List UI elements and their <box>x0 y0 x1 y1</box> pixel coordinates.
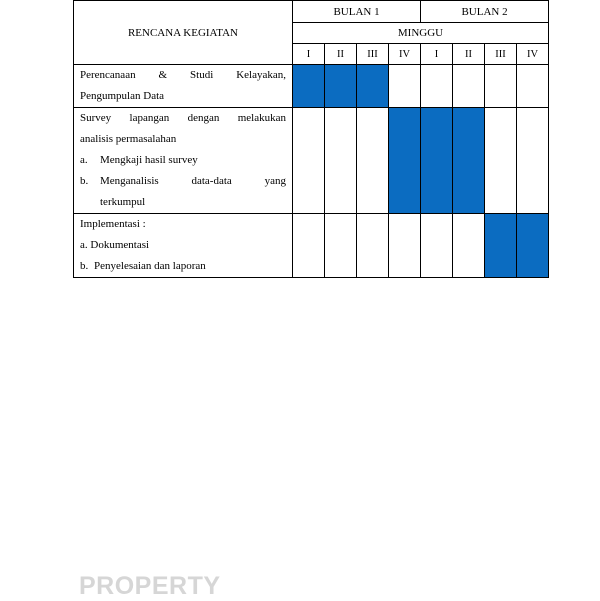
schedule-cell-filled <box>421 108 453 214</box>
schedule-cell-filled <box>517 214 549 278</box>
activity-implementation-item-a: a. Dokumentasi <box>80 239 150 251</box>
schedule-cell-empty <box>421 65 453 108</box>
schedule-cell-filled <box>357 65 389 108</box>
schedule-cell-empty <box>293 108 325 214</box>
list-text: Penyelesaian dan laporan <box>94 260 206 272</box>
schedule-cell-empty <box>485 65 517 108</box>
activity-survey-line-2: analisis permasalahan <box>80 133 177 145</box>
week-header-4: IV <box>389 44 421 65</box>
schedule-cell-filled <box>325 65 357 108</box>
month-2-header: BULAN 2 <box>421 1 549 23</box>
schedule-cell-empty <box>389 214 421 278</box>
schedule-cell-filled <box>485 214 517 278</box>
activity-row-planning <box>74 65 549 108</box>
week-header-7: III <box>485 44 517 65</box>
week-header-6: II <box>453 44 485 65</box>
activity-survey-item-b <box>80 171 286 192</box>
activity-implementation-cell <box>74 214 293 278</box>
schedule-cell-empty <box>357 214 389 278</box>
activity-planning-cell <box>74 65 293 108</box>
list-text: Mengkaji hasil survey <box>100 154 198 166</box>
schedule-table <box>73 0 549 278</box>
schedule-cell-empty <box>325 214 357 278</box>
list-marker: b. <box>80 175 89 187</box>
month-1-header: BULAN 1 <box>293 1 421 23</box>
property-watermark: PROPERTY <box>79 572 221 600</box>
activity-planning-line-2: Pengumpulan Data <box>80 90 165 102</box>
schedule-cell-empty <box>293 214 325 278</box>
month-header-row <box>74 1 549 23</box>
schedule-cell-empty <box>357 108 389 214</box>
activity-row-survey <box>74 108 549 214</box>
schedule-cell-empty <box>389 65 421 108</box>
list-marker: b. <box>80 260 89 272</box>
activity-row-implementation <box>74 214 549 278</box>
schedule-cell-empty <box>485 108 517 214</box>
schedule-cell-empty <box>325 108 357 214</box>
week-header-2: II <box>325 44 357 65</box>
schedule-cell-empty <box>453 65 485 108</box>
activity-implementation-item-b <box>80 256 286 277</box>
list-text: Menganalisis data-data yang <box>100 175 286 187</box>
week-header-1: I <box>293 44 325 65</box>
week-header-3: III <box>357 44 389 65</box>
activity-survey-item-a <box>80 150 286 171</box>
schedule-cell-filled <box>453 108 485 214</box>
schedule-cell-empty <box>453 214 485 278</box>
schedule-cell-filled <box>389 108 421 214</box>
schedule-cell-filled <box>293 65 325 108</box>
activity-header: RENCANA KEGIATAN <box>74 1 293 65</box>
activity-survey-cell <box>74 108 293 214</box>
schedule-cell-empty <box>517 108 549 214</box>
list-marker: a. <box>80 154 88 166</box>
schedule-cell-empty <box>421 214 453 278</box>
activity-survey-item-b-continuation: terkumpul <box>100 196 146 208</box>
activity-implementation-line-1: Implementasi : <box>80 218 146 230</box>
activity-survey-line-1: Survey lapangan dengan melakukan <box>80 112 286 124</box>
week-header-8: IV <box>517 44 549 65</box>
activity-planning-line-1: Perencanaan & Studi Kelayakan, <box>80 69 286 81</box>
schedule-cell-empty <box>517 65 549 108</box>
week-header-5: I <box>421 44 453 65</box>
weeks-header: MINGGU <box>293 23 549 44</box>
